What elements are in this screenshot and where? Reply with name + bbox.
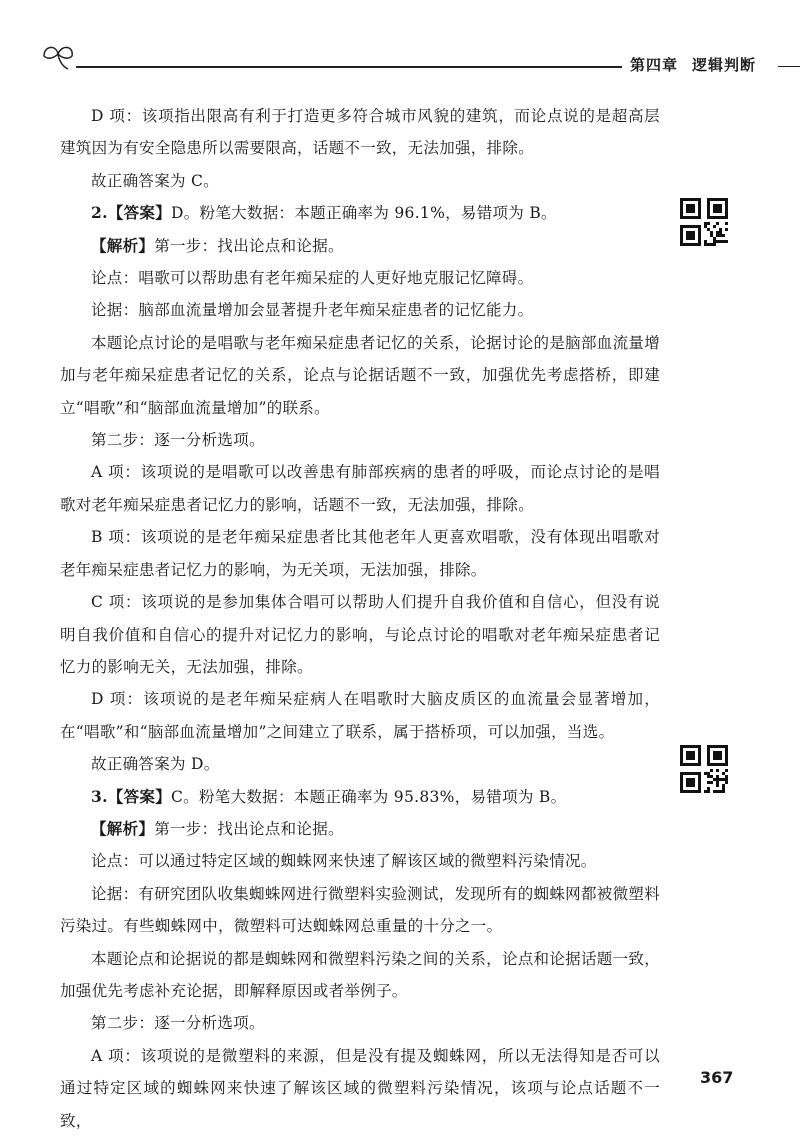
paragraph: [60, 683, 660, 748]
header-rule-right: [778, 66, 800, 67]
text-run: 本题论点和论据说的都是蜘蛛网和微塑料污染之间的关系，论点和论据话题一致，加强优先考虑补充论据，即解释原因或者举例子。: [60, 949, 660, 1000]
bold-label: 3.【: [91, 786, 124, 806]
paragraph: [60, 781, 660, 813]
bold-label: 答案: [123, 786, 156, 806]
bold-label: 2.【: [91, 203, 124, 223]
text-run: 第一步：找出论点和论据。: [154, 236, 344, 255]
qr-code-icon[interactable]: [680, 745, 728, 793]
text-run: 论点：可以通过特定区域的蜘蛛网来快速了解该区域的微塑料污染情况。: [91, 852, 597, 871]
text-run: D 项：该项说的是老年痴呆症病人在唱歌时大脑皮质区的血流量会显著增加，在“唱歌”和“脑部血流量增加”之间建立了联系，属于搭桥项，可以加强，当选。: [60, 690, 660, 741]
paragraph: [60, 456, 660, 521]
paragraph: [60, 1007, 660, 1039]
chapter-name: 逻辑判断: [692, 56, 757, 74]
text-run: 论点：唱歌可以帮助患有老年痴呆症的人更好地克服记忆障碍。: [91, 269, 534, 288]
chapter-title: [630, 54, 756, 75]
header-rule-left: [76, 66, 622, 68]
paragraph: [60, 165, 660, 197]
paragraph: [60, 878, 660, 943]
bold-label: 答案: [123, 203, 156, 223]
text-run: 故正确答案为 D。: [91, 755, 220, 774]
chapter-number: 第四章: [630, 56, 679, 74]
text-run: 第二步：逐一分析选项。: [91, 1014, 265, 1033]
bold-label: 【解析】: [91, 235, 155, 255]
paragraph: [60, 813, 660, 845]
qr-code-icon[interactable]: [680, 198, 728, 246]
paragraph: [60, 521, 660, 586]
text-run: B 项：该项说的是老年痴呆症患者比其他老年人更喜欢唱歌，没有体现出唱歌对老年痴呆症患者记忆力的影响，为无关项，无法加强，排除。: [60, 528, 660, 579]
text-run: 故正确答案为 C。: [91, 171, 219, 190]
text-run: C。粉笔大数据：本题正确率为 95.83%，易错项为 B。: [171, 787, 567, 806]
paragraph: [60, 100, 660, 165]
paragraph: [60, 230, 660, 262]
text-run: 第二步：逐一分析选项。: [91, 431, 265, 450]
paragraph: [60, 586, 660, 683]
paragraph: [60, 424, 660, 456]
page-number: 367: [700, 1068, 734, 1087]
paragraph: [60, 262, 660, 294]
paragraph: [60, 294, 660, 326]
paragraph: [60, 748, 660, 780]
bold-label: 】: [155, 203, 172, 223]
paragraph: [60, 197, 660, 229]
text-run: A 项：该项说的是唱歌可以改善患有肺部疾病的患者的呼吸，而论点讨论的是唱歌对老年痴呆症患者记忆力的影响，话题不一致，无法加强，排除。: [60, 463, 660, 514]
text-run: D 项：该项指出限高有利于打造更多符合城市风貌的建筑，而论点说的是超高层建筑因为有安全隐患所以需要限高，话题不一致，无法加强，排除。: [60, 107, 660, 158]
text-run: 论据：脑部血流量增加会显著提升老年痴呆症患者的记忆能力。: [91, 301, 534, 320]
bold-label: 【解析】: [91, 818, 155, 838]
bold-label: 】: [155, 786, 172, 806]
leaf-icon: [40, 42, 80, 72]
paragraph: [60, 845, 660, 877]
text-run: D。粉笔大数据：本题正确率为 96.1%，易错项为 B。: [171, 204, 557, 223]
text-run: 论据：有研究团队收集蜘蛛网进行微塑料实验测试，发现所有的蜘蛛网都被微塑料污染过。有些蜘蛛网中，微塑料可达蜘蛛网总重量的十分之一。: [60, 884, 660, 936]
text-run: C 项：该项说的是参加集体合唱可以帮助人们提升自我价值和自信心，但没有说明自我价值和自信心的提升对记忆力的影响，与论点讨论的唱歌对老年痴呆症患者记忆力的影响无关，无法加强，排除。: [60, 593, 660, 676]
page-body: [60, 100, 660, 1137]
text-run: 本题论点讨论的是唱歌与老年痴呆症患者记忆的关系，论据讨论的是脑部血流量增加与老年痴呆症患者记忆的关系，论点与论据话题不一致，加强优先考虑搭桥，即建立“唱歌”和“脑部血流量增加”的联系。: [60, 333, 660, 417]
paragraph: [60, 327, 660, 424]
paragraph: [60, 943, 660, 1008]
running-header: [40, 40, 800, 80]
text-run: 第一步：找出论点和论据。: [154, 819, 344, 838]
paragraph: [60, 1040, 660, 1137]
text-run: A 项：该项说的是微塑料的来源，但是没有提及蜘蛛网，所以无法得知是否可以通过特定区域的蜘蛛网来快速了解该区域的微塑料污染情况，该项与论点话题不一致，: [60, 1046, 660, 1130]
